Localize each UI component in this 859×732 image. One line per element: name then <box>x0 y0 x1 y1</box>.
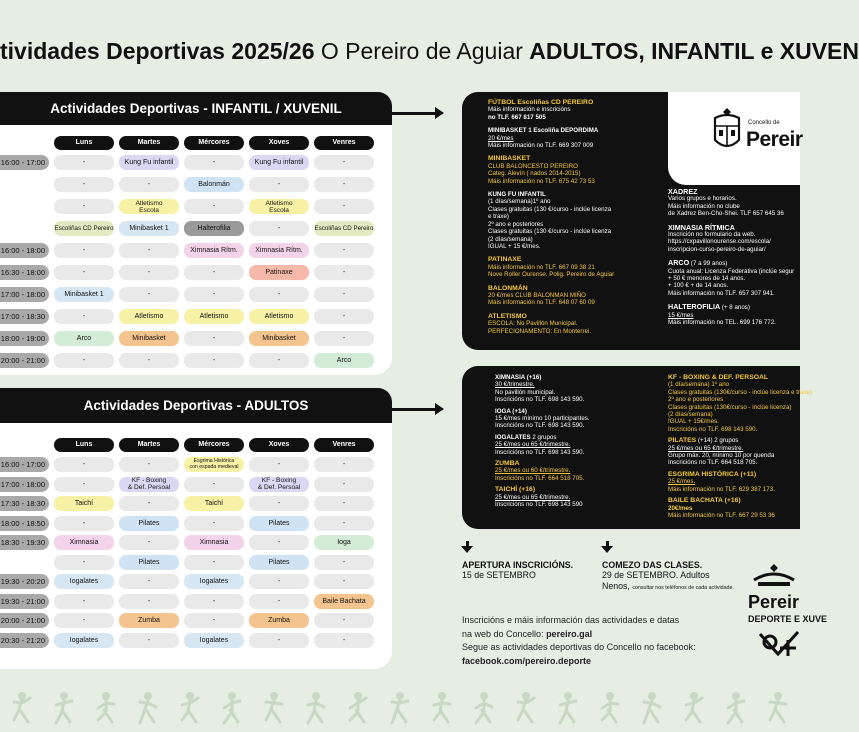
schedule-cell: - <box>314 457 374 472</box>
iogal-groups: 2 grupos <box>532 433 557 441</box>
day-header-venres: Venres <box>314 438 374 452</box>
time-slot: 20:00 - 21:00 <box>0 353 49 368</box>
schedule-cell: Ximnasia Rítm. <box>184 243 244 258</box>
schedule-cell: - <box>119 574 179 589</box>
pil-phone: Inscricións no TLF. 664 518 705. <box>668 459 758 467</box>
halt-price: 15 €/mes <box>668 311 694 319</box>
schedule-cell: - <box>314 309 374 324</box>
schedule-cell: - <box>119 535 179 550</box>
schedule-cell <box>249 477 309 492</box>
schedule-cell-line: Escola <box>139 206 159 214</box>
kungfu-line: e traxe) <box>488 213 509 221</box>
schedule-cell: - <box>249 574 309 589</box>
xrit-link[interactable]: inscripcion-curso-pereiro-de-aguiar/ <box>668 245 766 253</box>
pil-groups: (+14) 2 grupos <box>697 437 739 445</box>
adultos-info-left <box>495 374 660 509</box>
schedule-cell: - <box>119 177 179 192</box>
apertura-date: 15 de SETEMBRO <box>462 570 536 581</box>
pil-heading: PILATES <box>668 437 697 445</box>
schedule-cell: - <box>314 265 374 280</box>
schedule-cell: - <box>184 555 244 570</box>
comezo-title: COMEZO DAS CLASES. <box>602 560 703 570</box>
zumba-phone: Inscricións no TLF. 664 518 705. <box>495 474 585 482</box>
schedule-cell: Halterofilia <box>184 221 244 236</box>
schedule-cell-line: Esgrima Histórica <box>193 457 235 464</box>
schedule-cell: - <box>314 477 374 492</box>
xadrez-heading: XADREZ <box>668 187 698 196</box>
schedule-cell: - <box>54 555 114 570</box>
kungfu-line: (1 días/semana)1º ano <box>488 198 551 206</box>
schedule-cell: Atletismo <box>249 309 309 324</box>
schedule-cell: Minibasket <box>119 331 179 346</box>
arco-heading: ARCO <box>668 258 690 268</box>
title-tail: ADULTOS, INFANTIL e XUVEN <box>529 38 859 64</box>
schedule-cell: - <box>54 243 114 258</box>
comezo-date: 29 de SETEMBRO. Adultos <box>602 570 710 581</box>
schedule-cell: - <box>314 496 374 511</box>
apertura-block <box>462 561 573 581</box>
kf-line: (2 días/semana) <box>668 411 713 419</box>
footer-line: Segue as actividades deportivas do Concello no facebook: <box>462 642 696 652</box>
schedule-cell: Kung Fu infantil <box>119 155 179 170</box>
pil-line: Grupo máx. 20, mínimo 10 por quenda <box>668 452 775 460</box>
time-slot: 20:30 - 21:20 <box>0 633 49 648</box>
schedule-cell: Taichí <box>184 496 244 511</box>
schedule-cell: Pilates <box>119 555 179 570</box>
arrow-right-icon <box>392 112 437 115</box>
esg-age: (+11) <box>740 470 757 478</box>
ioga-heading: IOGA (+14) <box>495 407 527 415</box>
schedule-cell: - <box>314 243 374 258</box>
futbol-heading: FÚTBOL Escoliñas CD PEREIRO <box>488 99 594 106</box>
time-slot: 18:30 - 19:30 <box>0 535 49 550</box>
xim-price: 30 €/trimestre. <box>495 381 535 389</box>
schedule-cell: - <box>184 594 244 609</box>
deporte-logo <box>748 562 828 662</box>
minibasket1-phone: Máis información no TLF. 669 307 009 <box>488 142 594 150</box>
crest-icon <box>712 106 742 156</box>
iogal-heading: IOGALATES <box>495 433 531 441</box>
schedule-cell: - <box>54 155 114 170</box>
esg-price: 25 €/mes. <box>668 478 696 486</box>
zumba-heading: ZUMBA <box>495 460 520 468</box>
xadrez-line: de Xadrez Ben-Cho-Shei. TLF 657 645 36 <box>668 210 784 218</box>
kf-line: IGUAL + 15€/mes. <box>668 418 719 426</box>
schedule-cell <box>249 199 309 214</box>
time-slot: 16:00 - 18:00 <box>0 243 49 258</box>
comezo-block <box>602 561 742 594</box>
schedule-cell: Ioga <box>314 535 374 550</box>
schedule-cell: - <box>249 535 309 550</box>
balonman-phone: Máis información no TLF. 648 07 60 09 <box>488 299 595 307</box>
patinaxe-phone: Máis información no TLF. 667 09 38 21 <box>488 263 595 271</box>
schedule-cell: Minibasket 1 <box>54 287 114 302</box>
schedule-cell: Ximnasia Rítm. <box>249 243 309 258</box>
xrit-line: Inscrición no formulario da web. <box>668 231 756 239</box>
time-slot: 17:00 - 18:00 <box>0 477 49 492</box>
schedule-cell: Balonmán <box>184 177 244 192</box>
minibasket1-price: 20 €/mes <box>488 134 514 142</box>
schedule-cell: - <box>314 574 374 589</box>
schedule-cell: Pilates <box>119 516 179 531</box>
schedule-cell-line: & Def. Persoal <box>257 484 301 492</box>
time-slot: 16:00 - 17:00 <box>0 155 49 170</box>
logo2-sub: DEPORTE E XUVE <box>748 614 828 624</box>
schedule-cell: - <box>249 633 309 648</box>
sport-silhouettes-icon <box>0 688 800 728</box>
title-lead: tividades Deportivas 2025/26 <box>0 38 315 64</box>
time-slot: 17:00 - 18:00 <box>0 287 49 302</box>
xrit-link[interactable]: https://cxpavillonourense.com/escola/ <box>668 238 771 246</box>
schedule-cell: - <box>184 353 244 368</box>
schedule-cell: - <box>119 353 179 368</box>
bach-price: 20€/mes <box>668 504 693 512</box>
schedule-cell: - <box>184 155 244 170</box>
schedule-cell: - <box>249 221 309 236</box>
title-mid: O Pereiro de Aguiar <box>314 38 530 64</box>
schedule-cell-line: Atletismo <box>135 199 163 207</box>
atletismo-heading: ATLETISMO <box>488 312 527 320</box>
esg-heading: ESGRIMA HISTÓRICA <box>668 470 739 478</box>
adultos-info-right <box>668 374 813 519</box>
kungfu-line: IGUAL + 15 €/mes. <box>488 242 541 250</box>
time-slot: 16:00 - 17:00 <box>0 457 49 472</box>
kf-heading: KF - BOXING & DEF. PERSOAL <box>668 374 769 381</box>
kf-line: (1 día/semana) 1º ano <box>668 381 730 389</box>
schedule-cell: Patinaxe <box>249 265 309 280</box>
schedule-cell: Baile Bachata <box>314 594 374 609</box>
kf-line: 2º ano e posteriores <box>668 396 724 404</box>
time-slot: 20:00 - 21:00 <box>0 613 49 628</box>
schedule-cell: Taichí <box>54 496 114 511</box>
schedule-cell-line: & Def. Persoal <box>127 484 171 492</box>
schedule-cell: - <box>184 265 244 280</box>
day-header-martes: Martes <box>119 438 179 452</box>
xadrez-line: Varios grupos e horarios. <box>668 195 737 203</box>
schedule-cell: - <box>54 199 114 214</box>
schedule-cell-line: Atletismo <box>265 199 293 207</box>
schedule-cell: Arco <box>314 353 374 368</box>
schedule-cell: - <box>54 265 114 280</box>
schedule-cell-line: con espada medieval <box>189 464 239 471</box>
schedule-cell: Atletismo <box>119 309 179 324</box>
schedule-cell: Escoliñas CD Pereiro <box>54 221 114 236</box>
day-header-martes: Martes <box>119 136 179 150</box>
balonman-price: 20 €/mes CLUB BALONMAN MIÑO <box>488 291 586 299</box>
schedule-cell: Kung Fu infantil <box>249 155 309 170</box>
iogal-phone: Inscricións no TLF. 698 143 590. <box>495 448 585 456</box>
minibasket-cat: Categ. Alevín ( nados 2014-2015) <box>488 170 581 178</box>
facebook-link[interactable]: facebook.com/pereiro.deporte <box>462 655 592 666</box>
minibasket-club: CLUB BALONCESTO PEREIRO <box>488 162 578 170</box>
arrow-right-icon <box>392 408 437 411</box>
schedule-cell: - <box>249 594 309 609</box>
kungfu-line: 2º ano e posteriores <box>488 220 544 228</box>
schedule-cell: - <box>249 287 309 302</box>
esg-phone: Máis información no TLF. 629 387 173. <box>668 485 775 493</box>
schedule-cell: - <box>54 477 114 492</box>
time-slot: 18:00 - 18:50 <box>0 516 49 531</box>
ioga-phone: Inscricións no TLF. 698 143 590. <box>495 422 585 430</box>
schedule-cell <box>184 457 244 472</box>
schedule-cell: Pilates <box>249 555 309 570</box>
comezo-nenos-note: consultar nos teléfonos de cada actividade. <box>632 585 734 592</box>
schedule-cell: - <box>184 199 244 214</box>
comezo-nenos: Nenos, <box>602 581 630 592</box>
zumba-price: 25 €/mes ou 60 €/trimestre. <box>495 467 571 475</box>
schedule-cell-line: KF - Boxing <box>131 477 167 484</box>
time-slot: 18:00 - 19:00 <box>0 331 49 346</box>
infantil-header: Actividades Deportivas - INFANTIL / XUVENIL <box>0 92 392 125</box>
schedule-cell: Iogalates <box>54 633 114 648</box>
atletismo-line: PERFECIONAMENTO: En Monterrei. <box>488 327 592 335</box>
kungfu-line: Clases gratuitas (130 €/curso - inclúe licenza <box>488 228 612 236</box>
patinaxe-place: Nove Roller Ourense. Polig. Pereiro de Aguiar <box>488 271 615 279</box>
schedule-cell: Zumba <box>119 613 179 628</box>
futbol-line: Máis información e inscricións <box>488 106 571 114</box>
schedule-cell: Ximnasia <box>184 535 244 550</box>
web-link[interactable]: pereiro.gal <box>546 628 593 639</box>
schedule-cell: - <box>314 287 374 302</box>
pereiro-wordmark: Pereir <box>746 128 803 151</box>
minibasket-heading: MINIBASKET <box>488 155 531 163</box>
halt-age: (+ 8 anos) <box>721 304 750 312</box>
schedule-cell: Pilates <box>249 516 309 531</box>
apertura-title: APERTURA INSCRICIÓNS. <box>462 560 574 570</box>
kungfu-line: (2 días/semana) <box>488 235 533 243</box>
schedule-cell: - <box>314 155 374 170</box>
schedule-cell: - <box>54 594 114 609</box>
xim-heading: XIMNASIA (+16) <box>495 374 542 381</box>
schedule-cell: - <box>314 177 374 192</box>
schedule-cell: - <box>314 633 374 648</box>
time-slot: 19:30 - 20:20 <box>0 574 49 589</box>
schedule-cell-line: KF - Boxing <box>261 477 297 484</box>
schedule-cell: - <box>314 331 374 346</box>
arco-line: Cuota anual: Licenza Federativa (inclúe segur <box>668 267 795 275</box>
schedule-cell: Arco <box>54 331 114 346</box>
day-header-xoves: Xoves <box>249 438 309 452</box>
schedule-cell: Zumba <box>249 613 309 628</box>
logo2-name: Pereir <box>748 592 800 612</box>
day-header-luns: Luns <box>54 136 114 150</box>
schedule-cell: - <box>249 177 309 192</box>
schedule-cell: - <box>119 496 179 511</box>
minibasket1-heading: MINIBASKET 1 Escoliña DEPORDIMA <box>488 127 599 135</box>
kf-line: Clases gratuitas (130€/curso - inclúe licenza) <box>668 403 792 411</box>
halt-phone: Máis información no TEL. 699 176 772. <box>668 319 776 327</box>
schedule-cell: - <box>314 613 374 628</box>
schedule-cell: - <box>249 496 309 511</box>
arco-line: + 50 € menores de 14 anos. <box>668 275 746 283</box>
day-header-mércores: Mércores <box>184 136 244 150</box>
xadrez-line: Máis información no clube <box>668 202 740 210</box>
kf-line: Clases gratuitas (130€/curso - inclúe licenza e traxe) <box>668 388 813 396</box>
schedule-cell: Atletismo <box>184 309 244 324</box>
day-header-luns: Luns <box>54 438 114 452</box>
schedule-cell: - <box>184 477 244 492</box>
day-header-venres: Venres <box>314 136 374 150</box>
schedule-cell: - <box>119 457 179 472</box>
schedule-cell: - <box>184 287 244 302</box>
bach-phone: Máis información no TLF. 667 29 53 36 <box>668 511 775 519</box>
schedule-cell: Ximnasia <box>54 535 114 550</box>
schedule-cell: - <box>54 516 114 531</box>
balonman-heading: BALONMÁN <box>488 284 528 292</box>
adultos-header: Actividades Deportivas - ADULTOS <box>0 388 392 423</box>
patinaxe-heading: PATINAXE <box>488 256 522 264</box>
taichi-price: 25 €/mes ou 65 €/trimestre. <box>495 493 571 501</box>
xim-phone: Inscricións no TLF. 698 143 590. <box>495 396 585 404</box>
taichi-phone: Inscricións no TLF. 698 143 590 <box>495 501 583 509</box>
schedule-cell: Minibasket <box>249 331 309 346</box>
taichi-heading: TAICHÍ (+16) <box>495 486 536 494</box>
xim-line: No pavillón municipal. <box>495 388 556 396</box>
time-slot: 16:30 - 18:00 <box>0 265 49 280</box>
schedule-cell: - <box>314 199 374 214</box>
atletismo-line: ESCOLA: No Pavillón Municipal. <box>488 320 578 328</box>
infantil-info-left <box>488 99 666 335</box>
bach-age: (+16) <box>724 497 741 505</box>
schedule-cell: - <box>54 309 114 324</box>
iogal-price: 25 €/mes ou 65 €/trimestre. <box>495 441 571 449</box>
schedule-cell: Iogalates <box>184 574 244 589</box>
schedule-cell <box>119 477 179 492</box>
day-header-xoves: Xoves <box>249 136 309 150</box>
kf-phone: Inscricións no TLF. 698 143 590. <box>668 425 758 433</box>
schedule-cell: - <box>314 555 374 570</box>
concello-logo <box>712 106 742 156</box>
schedule-cell: - <box>54 353 114 368</box>
futbol-phone: no TLF. 667 817 505 <box>488 113 546 121</box>
schedule-cell: - <box>54 613 114 628</box>
footer-line: na web do Concello: <box>462 628 547 639</box>
page-title <box>0 38 859 65</box>
schedule-cell-line: Escola <box>269 206 289 214</box>
schedule-cell: - <box>184 516 244 531</box>
down-arrow-icon <box>461 546 473 553</box>
infantil-info-right <box>668 188 800 327</box>
day-header-mércores: Mércores <box>184 438 244 452</box>
schedule-cell: - <box>314 516 374 531</box>
schedule-cell <box>119 199 179 214</box>
schedule-cell: - <box>119 265 179 280</box>
schedule-cell: - <box>249 457 309 472</box>
time-slot: 17:30 - 18:30 <box>0 496 49 511</box>
ioga-line: 15 €/mes mínimo 10 participantes. <box>495 415 590 423</box>
schedule-cell: - <box>119 633 179 648</box>
pil-price: 25 €/mes ou 65 €/trimestre. <box>668 444 744 452</box>
schedule-cell: - <box>54 177 114 192</box>
schedule-cell: - <box>119 243 179 258</box>
schedule-cell: - <box>184 331 244 346</box>
minibasket-phone: Máis información no TLF. 675 42 73 53 <box>488 177 595 185</box>
concello-label: Concello de <box>748 120 780 126</box>
bach-heading: BAILE BACHATA <box>668 497 723 505</box>
schedule-cell: Iogalates <box>54 574 114 589</box>
footer-text <box>462 614 742 668</box>
schedule-cell: - <box>184 613 244 628</box>
halt-heading: HALTEROFILIA <box>668 302 721 312</box>
schedule-cell: Iogalates <box>184 633 244 648</box>
arco-age: (7 a 99 anos) <box>690 260 728 268</box>
schedule-cell: Minibasket 1 <box>119 221 179 236</box>
time-slot: 17:00 - 18:30 <box>0 309 49 324</box>
footer-line: Inscricións e máis información das actividades e datas <box>462 615 680 625</box>
schedule-cell: Escoliñas CD Pereiro <box>314 221 374 236</box>
kungfu-heading: KUNG FU INFANTIL <box>488 191 546 199</box>
schedule-cell: - <box>54 457 114 472</box>
xrit-heading: XIMNASIA RÍTMICA <box>668 222 735 232</box>
schedule-cell: - <box>119 594 179 609</box>
schedule-cell: - <box>249 353 309 368</box>
schedule-cell: - <box>119 287 179 302</box>
arco-line: + 100 € + de 14 anos. <box>668 282 729 290</box>
arco-phone: Máis información no TLF. 657 307 941. <box>668 289 775 297</box>
time-slot: 19:30 - 21:00 <box>0 594 49 609</box>
down-arrow-icon <box>601 546 613 553</box>
kungfu-line: Clases gratuitas (130 €/curso - inclúe licenza <box>488 205 612 213</box>
